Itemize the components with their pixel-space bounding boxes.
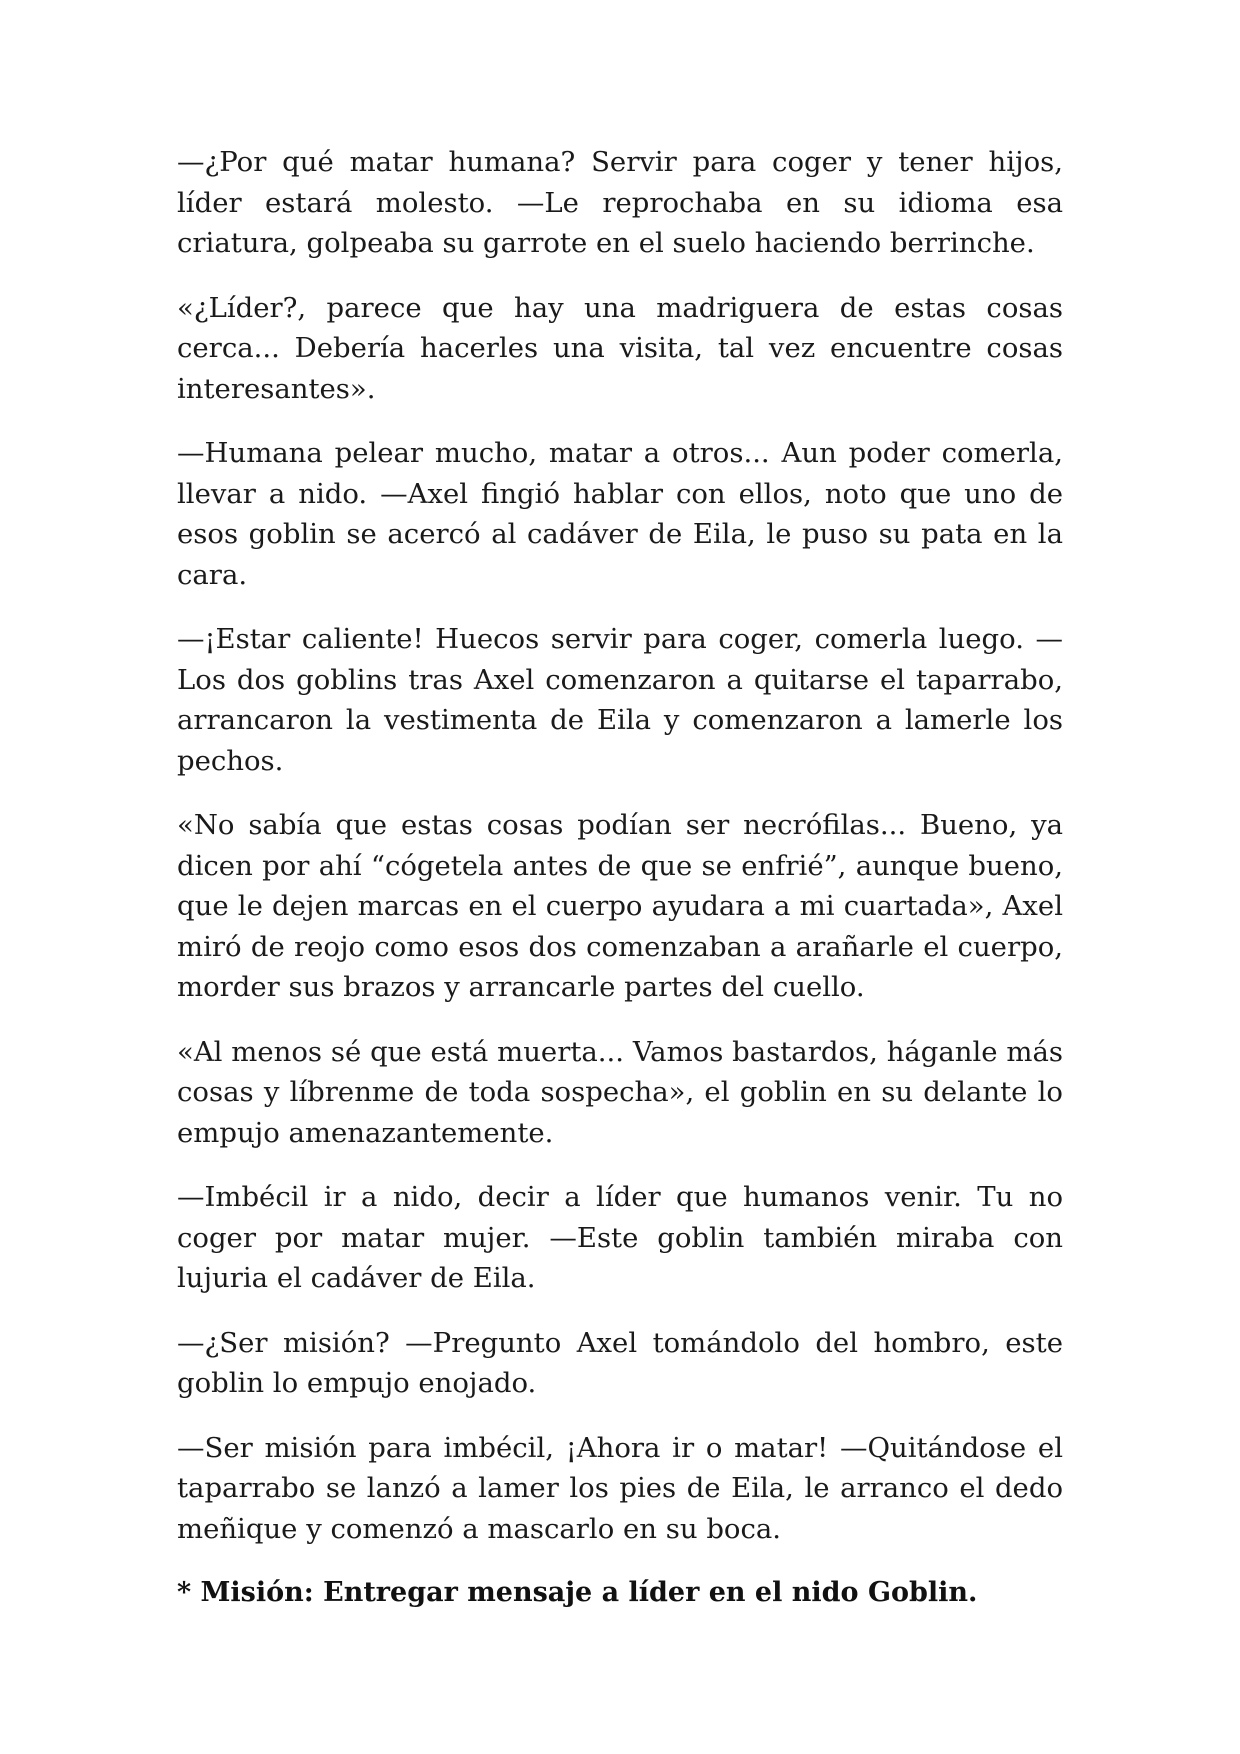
paragraph-9: —Ser misión para imbécil, ¡Ahora ir o matar! —Quitándose el taparrabo se lanzó a lamer los pies de Eila, le arranco el dedo meñique y comenzó a mascarlo en su boca. [177,1431,1063,1545]
paragraph-2: «¿Líder?, parece que hay una madriguera de estas cosas cerca... Debería hacerles una visita, tal vez encuentre cosas interesantes». [177,291,1063,405]
document-page [177,142,1063,1614]
paragraph-8: —¿Ser misión? —Pregunto Axel tomándolo del hombro, este goblin lo empujo enojado. [177,1326,1063,1399]
mission-line: * Misión: Entregar mensaje a líder en el nido Goblin. [177,1577,978,1608]
paragraph-1: —¿Por qué matar humana? Servir para coger y tener hijos, líder estará molesto. —Le reprochaba en su idioma esa criatura, golpeaba su garrote en el suelo haciendo berrinche. [177,146,1063,259]
paragraph-6: «Al menos sé que está muerta... Vamos bastardos, háganle más cosas y líbrenme de toda sospecha», el goblin en su delante lo empujo amenazantemente. [177,1035,1063,1149]
paragraph-5: «No sabía que estas cosas podían ser necrófilas... Bueno, ya dicen por ahí “cógetela antes de que se enfrié”, aunque bueno, que le dejen marcas en el cuerpo ayudara a mi cuartada», Axel miró de reojo como esos dos comenzaban a arañarle el cuerpo, morder sus brazos y arrancarle partes del cuello. [177,809,1063,1003]
paragraph-7: —Imbécil ir a nido, decir a líder que humanos venir. Tu no coger por matar mujer. —Este goblin también miraba con lujuria el cadáver de Eila. [177,1181,1063,1294]
paragraph-3: —Humana pelear mucho, matar a otros... Aun poder comerla, llevar a nido. —Axel fingió hablar con ellos, noto que uno de esos goblin se acercó al cadáver de Eila, le puso su pata en la cara. [177,437,1063,591]
paragraph-4: —¡Estar caliente! Huecos servir para coger, comerla luego. —Los dos goblins tras Axel comenzaron a quitarse el taparrabo, arrancaron la vestimenta de Eila y comenzaron a lamerle los pechos. [177,623,1063,777]
